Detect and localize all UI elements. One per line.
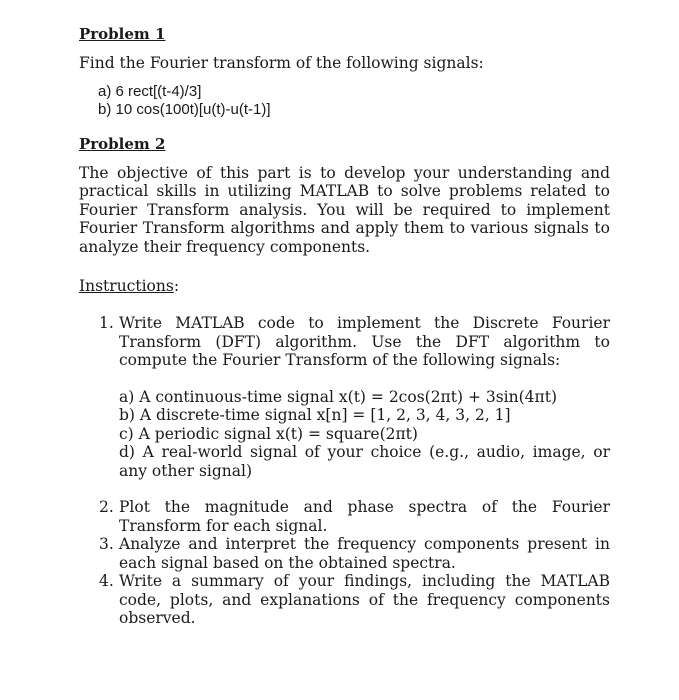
steps-list [79,314,610,628]
step-item [79,314,610,480]
step-number: 2. [99,498,114,516]
problem1-heading: Problem 1 [79,25,166,43]
signal-item-b: b) A discrete-time signal x[n] = [1, 2, 3, 4, 3, 2, 1] [119,406,511,424]
problem1-list [98,83,610,120]
step-item [79,572,610,628]
step-number: 4. [99,572,114,590]
step-item [79,498,610,535]
instructions-colon: : [173,277,180,295]
instructions-heading: Instructions [79,277,174,295]
problem2-objective: The objective of this part is to develop your understanding and practical skills in utilizing MATLAB to solve problems related to Fourier Transform analysis. You will be required to implement Fourier Transform algorithms and apply them to various signals to analyze their frequency components. [79,163,610,256]
problem1-item-b: b) 10 cos(100t)[u(t)-u(t-1)] [98,101,271,118]
step-text: Write MATLAB code to implement the Discrete Fourier Transform (DFT) algorithm. Use the DFT algorithm to compute the Fourier Transform of the following signals: [119,314,610,369]
signal-item-d: d) A real-world signal of your choice (e.g., audio, image, or any other signal) [119,443,610,480]
signal-item-c: c) A periodic signal x(t) = square(2πt) [119,424,418,443]
step-text: Analyze and interpret the frequency components present in each signal based on the obtained spectra. [119,535,610,572]
problem2-heading: Problem 2 [79,134,166,153]
problem1-intro: Find the Fourier transform of the following signals: [79,54,484,72]
signal-item-a: a) A continuous-time signal x(t) = 2cos(2πt) + 3sin(4πt) [119,387,557,406]
step-number: 3. [99,535,114,553]
instructions-title [79,276,610,296]
signal-list [119,388,610,481]
step-text: Plot the magnitude and phase spectra of the Fourier Transform for each signal. [119,498,610,535]
document-page [79,24,610,628]
step-text: Write a summary of your findings, including the MATLAB code, plots, and explanations of the frequency components observed. [119,572,610,627]
step-item [79,535,610,572]
problem1-item-a: a) 6 rect[(t-4)/3] [98,82,202,100]
step-number: 1. [99,314,114,332]
